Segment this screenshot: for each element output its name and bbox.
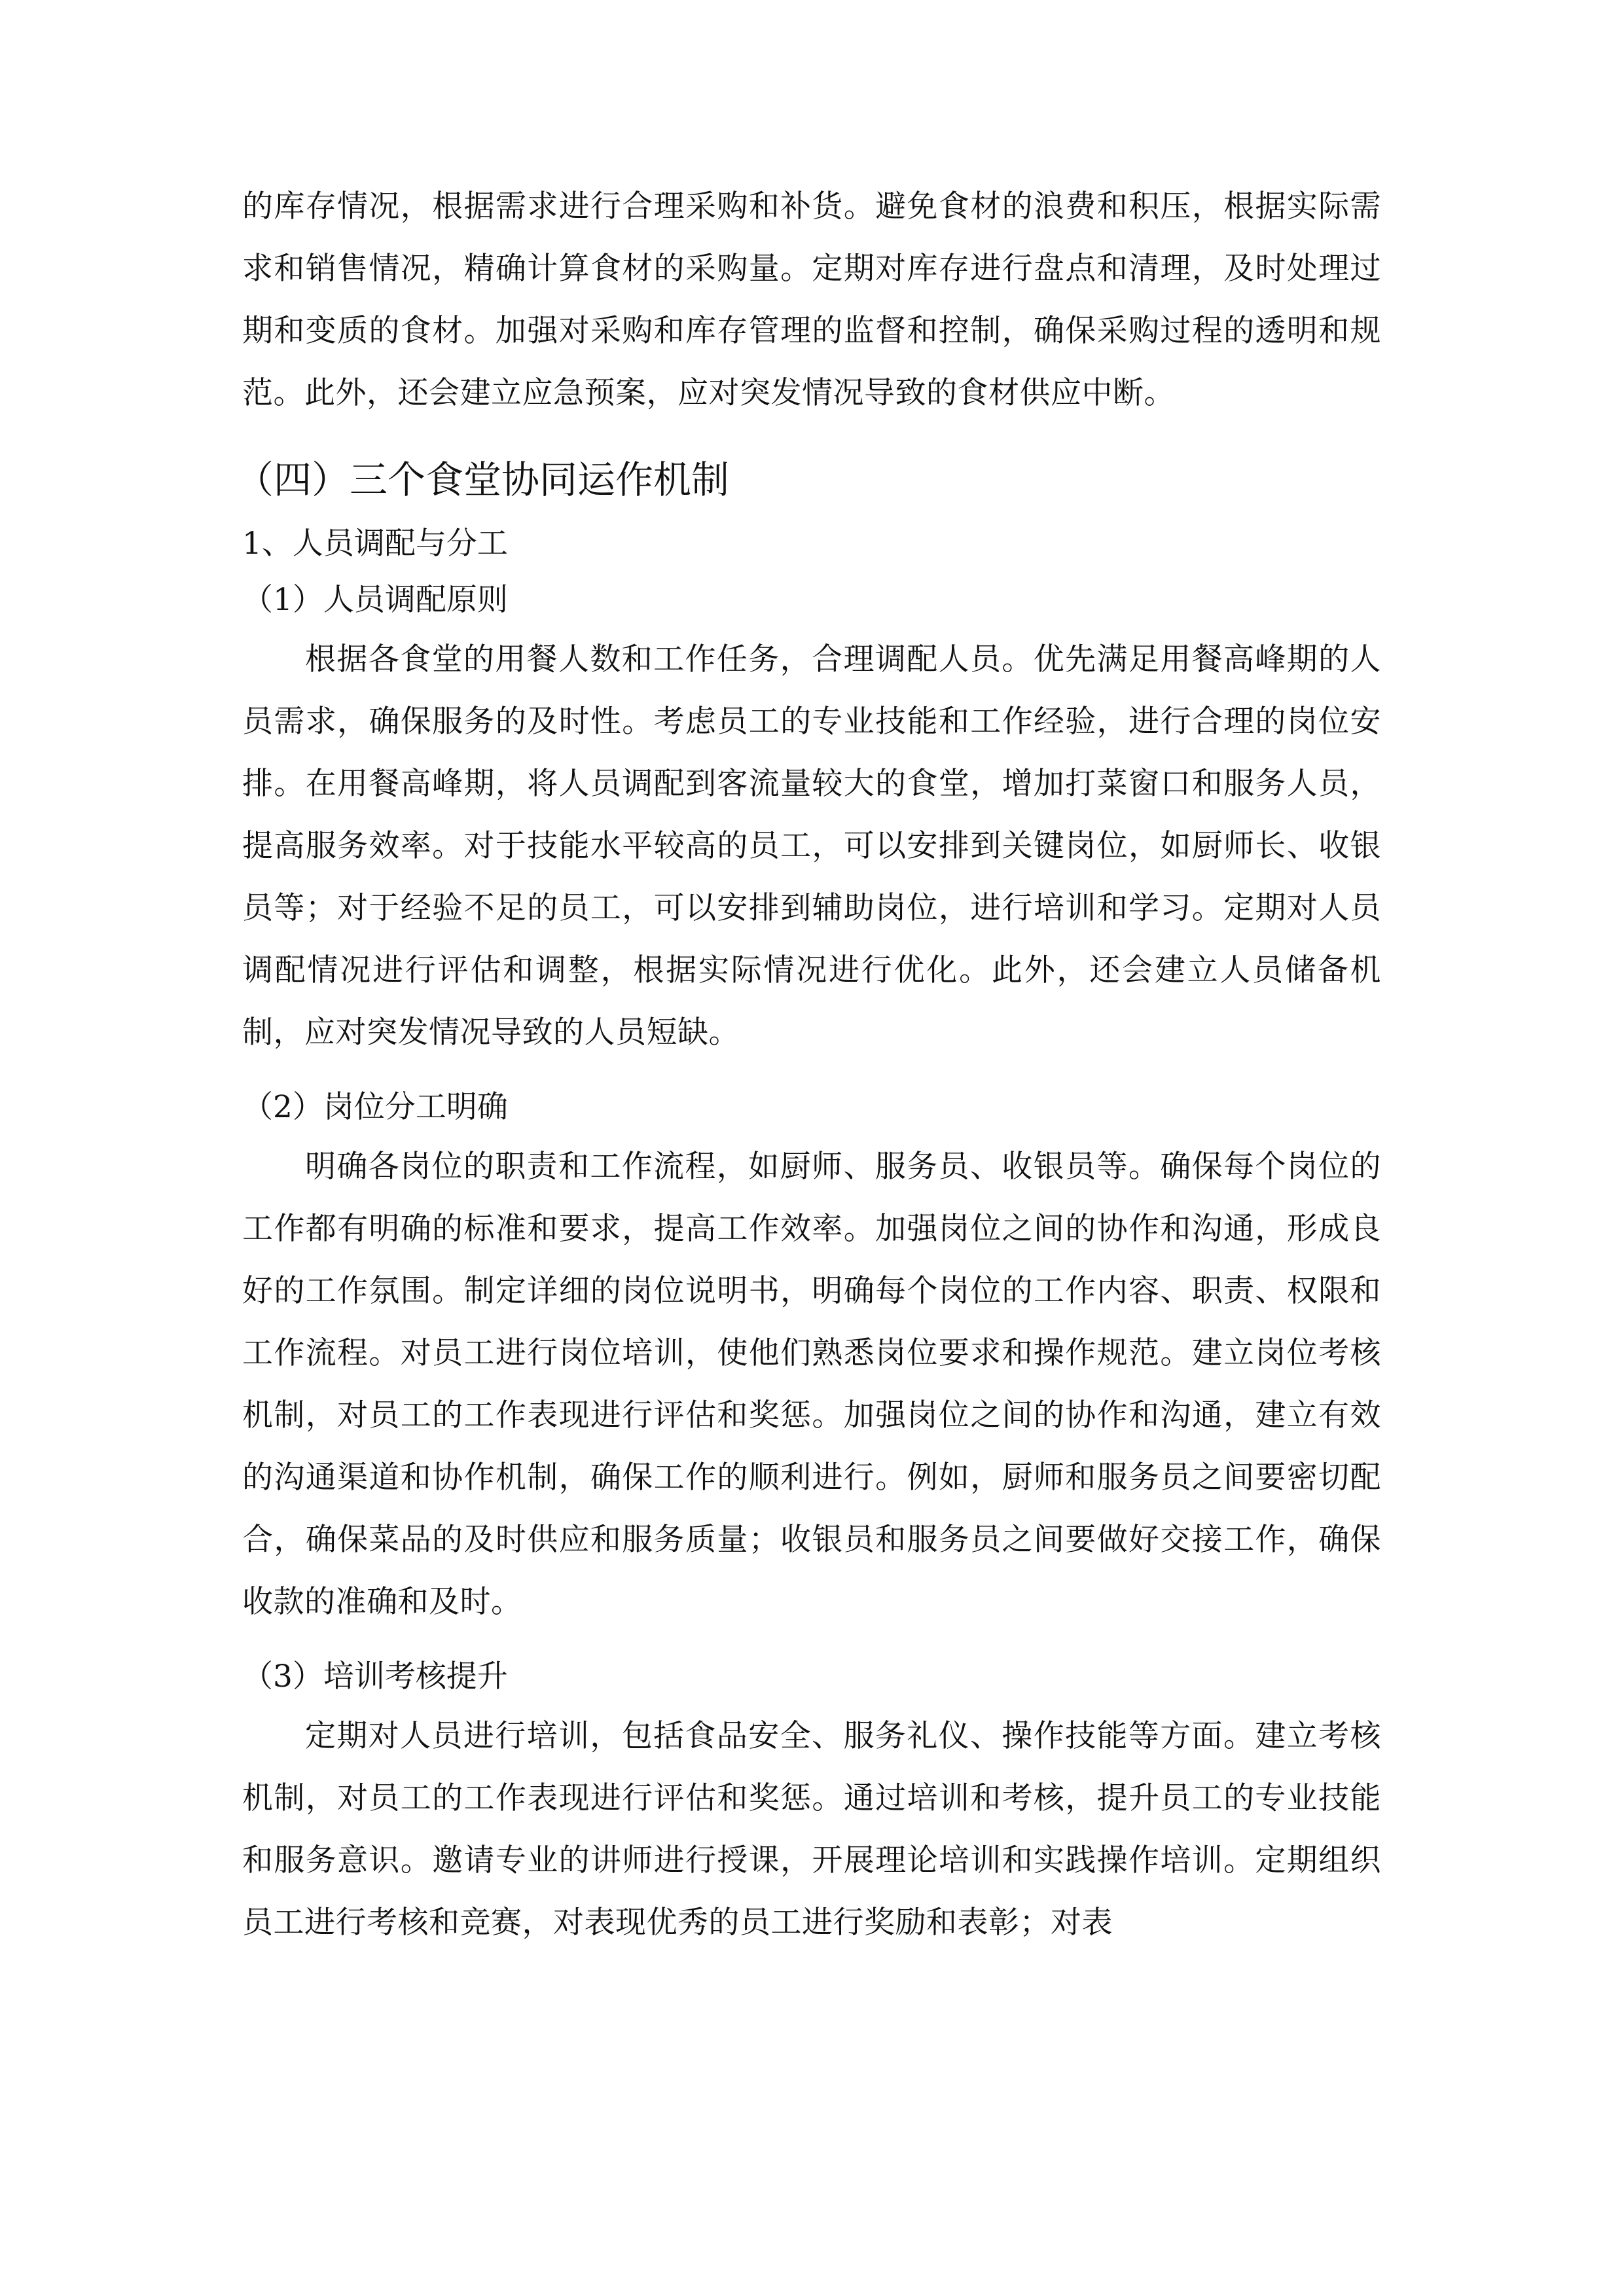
item-text-staffing-principles: 根据各食堂的用餐人数和工作任务，合理调配人员。优先满足用餐高峰期的人员需求，确保服务的及时性。考虑员工的专业技能和工作经验，进行合理的岗位安排。在用餐高峰期，将人员调配到客流量较大的食堂，增加打菜窗口和服务人员，提高服务效率。对于技能水平较高的员工，可以安排到关键岗位，如厨师长、收银员等；对于经验不足的员工，可以安排到辅助岗位，进行培训和学习。定期对人员调配情况进行评估和调整，根据实际情况进行优化。此外，还会建立人员储备机制，应对突发情况导致的人员短缺。: [242, 641, 1381, 1050]
item-title-staffing-principles: （1）人员调配原则: [242, 582, 508, 618]
document-body: [236, 175, 1381, 1954]
item-text-role-division: 明确各岗位的职责和工作流程，如厨师、服务员、收银员等。确保每个岗位的工作都有明确的标准和要求，提高工作效率。加强岗位之间的协作和沟通，形成良好的工作氛围。制定详细的岗位说明书，明确每个岗位的工作内容、职责、权限和工作流程。对员工进行岗位培训，使他们熟悉岗位要求和操作规范。建立岗位考核机制，对员工的工作表现进行评估和奖惩。加强岗位之间的协作和沟通，建立有效的沟通渠道和协作机制，确保工作的顺利进行。例如，厨师和服务员之间要密切配合，确保菜品的及时供应和服务质量；收银员和服务员之间要做好交接工作，确保收款的准确和及时。: [242, 1149, 1381, 1620]
item-title-role-division: （2）岗位分工明确: [242, 1089, 508, 1125]
intro-paragraph: 的库存情况，根据需求进行合理采购和补货。避免食材的浪费和积压，根据实际需求和销售情况，精确计算食材的采购量。定期对库存进行盘点和清理，及时处理过期和变质的食材。加强对采购和库存管理的监督和控制，确保采购过程的透明和规范。此外，还会建立应急预案，应对突发情况导致的食材供应中断。: [242, 188, 1381, 411]
item-text-training-assessment: 定期对人员进行培训，包括食品安全、服务礼仪、操作技能等方面。建立考核机制，对员工的工作表现进行评估和奖惩。通过培训和考核，提升员工的专业技能和服务意识。邀请专业的讲师进行授课，开展理论培训和实践操作培训。定期组织员工进行考核和竞赛，对表现优秀的员工进行奖励和表彰；对表: [242, 1718, 1381, 1941]
section-heading: （四）三个食堂协同运作机制: [236, 457, 730, 502]
subheading-staffing: 1、人员调配与分工: [242, 526, 508, 562]
item-title-training-assessment: （3）培训考核提升: [242, 1659, 508, 1695]
